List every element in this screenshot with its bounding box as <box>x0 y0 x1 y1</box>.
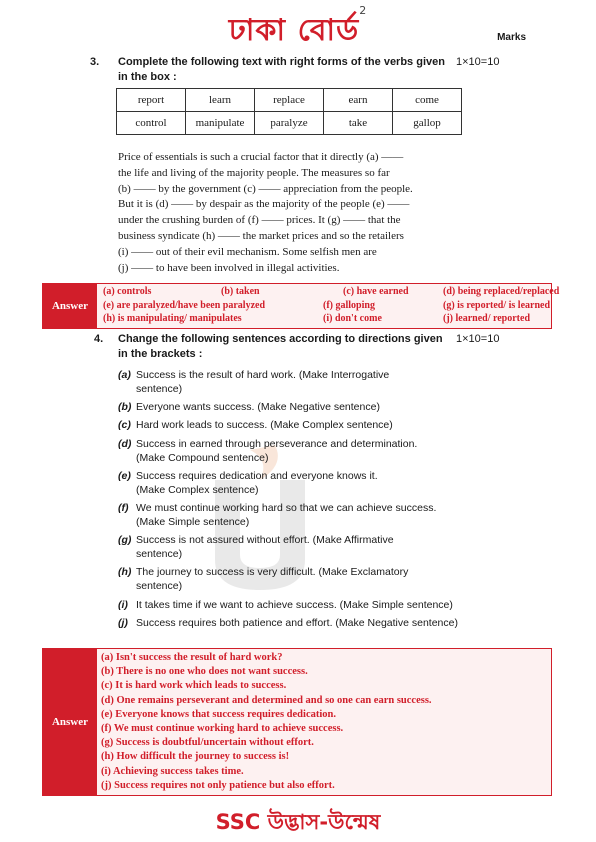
item-label: (j) <box>118 616 128 629</box>
sentence-item <box>118 418 466 432</box>
item-label: (i) <box>118 598 128 611</box>
answer-item: (h) is manipulating/ manipulates <box>103 313 242 324</box>
answer-tag: Answer <box>43 284 97 328</box>
verb-box <box>116 88 462 135</box>
item-text: (Make Complex sentence) <box>136 483 259 496</box>
answer-item: (b) taken <box>221 286 260 297</box>
item-text: Success is the result of hard work. (Make Interrogative <box>136 369 390 381</box>
q4-marks: 1×10=10 <box>456 333 500 345</box>
passage-line: (j) —— to have been involved in illegal activities. <box>118 261 340 274</box>
item-label: (f) <box>118 501 129 514</box>
answer-item: (g) Success is doubtful/uncertain without effort. <box>101 737 314 749</box>
sentence-item <box>118 565 466 593</box>
answer-item: (a) controls <box>103 286 152 297</box>
passage-line: Price of essentials is such a crucial factor that it directly (a) —— <box>118 151 404 163</box>
sentence-item <box>118 501 466 529</box>
sentence-item <box>118 437 466 465</box>
answer-item: (d) being replaced/replaced <box>443 286 560 297</box>
answer-item: (f) We must continue working hard to achieve success. <box>101 723 344 735</box>
board-title-text: ঢাকা বোর্ড <box>228 13 360 48</box>
q3-answer-box <box>42 283 560 329</box>
item-label: (b) <box>118 401 132 414</box>
item-text: Success in earned through perseverance and determination. <box>136 437 418 450</box>
answer-item: (d) One remains perseverant and determined and so one can earn success. <box>101 694 432 706</box>
q3-number: 3. <box>90 56 100 68</box>
item-label: (e) <box>118 469 131 482</box>
answer-item: (c) It is hard work which leads to success. <box>101 680 287 692</box>
item-text: Hard work leads to success. (Make Complex sentence) <box>136 419 393 432</box>
answer-tag: Answer <box>43 649 97 795</box>
item-text: The journey to success is very difficult. (Make Exclamatory <box>136 566 409 579</box>
answer-item: (f) galloping <box>323 299 375 311</box>
verb-cell: earn <box>324 89 393 112</box>
item-text: sentence) <box>136 580 183 593</box>
answer-item: (h) How difficult the journey to success is! <box>101 751 290 763</box>
answer-item: (e) Everyone knows that success requires dedication. <box>101 708 336 720</box>
footer-brand: SSC উদ্ভাস-উন্মেষ <box>215 810 381 834</box>
item-text: Success is not assured without effort. (Make Affirmative <box>136 534 394 547</box>
item-text: sentence) <box>136 548 183 561</box>
marks-label: Marks <box>497 32 526 43</box>
item-label: (a) <box>118 369 131 381</box>
q4-answer-box <box>42 648 552 796</box>
q3-passage <box>118 150 450 276</box>
item-text: sentence) <box>136 383 183 395</box>
sentence-item <box>118 368 466 396</box>
passage-line: under the crushing burden of (f) —— prices. It (g) —— that the <box>118 214 401 227</box>
passage-line: But it is (d) —— by despair as the majority of the people (e) —— <box>118 198 410 211</box>
page-number: 2 <box>359 4 368 17</box>
verb-cell: replace <box>255 89 324 112</box>
passage-line: business syndicate (h) —— the market prices and so the retailers <box>118 229 404 242</box>
verb-cell: control <box>117 112 186 135</box>
sentence-item <box>118 469 466 497</box>
answer-item: (i) don't come <box>323 313 382 324</box>
verb-cell: manipulate <box>186 112 255 135</box>
item-text: Success requires dedication and everyone knows it. <box>136 469 378 482</box>
passage-line: (i) —— out of their evil mechanism. Some selfish men are <box>118 245 377 258</box>
q3-instruction: Complete the following text with right forms of the verbs given in the box : <box>118 56 445 83</box>
verb-cell: gallop <box>393 112 462 135</box>
sentence-item <box>118 598 466 612</box>
q4-sentences <box>118 368 466 634</box>
passage-line: (b) —— by the government (c) —— appreciation from the people. <box>118 182 413 195</box>
sentence-item <box>118 533 466 561</box>
verb-cell: paralyze <box>255 112 324 135</box>
q4-instruction: Change the following sentences according to directions given in the brackets : <box>118 333 443 360</box>
sentence-item <box>118 616 466 630</box>
answer-item: (b) There is no one who does not want success. <box>101 666 308 678</box>
item-label: (c) <box>118 419 131 432</box>
q4-answers <box>101 651 547 793</box>
item-text: (Make Simple sentence) <box>136 515 250 528</box>
verb-cell: take <box>324 112 393 135</box>
q3-marks: 1×10=10 <box>456 56 500 68</box>
verb-cell: come <box>393 89 462 112</box>
q4-number: 4. <box>94 333 104 345</box>
answer-item: (e) are paralyzed/have been paralyzed <box>103 299 266 311</box>
answer-item: (j) learned/ reported <box>443 313 531 324</box>
item-text: It takes time if we want to achieve success. (Make Simple sentence) <box>136 598 453 611</box>
item-label: (h) <box>118 566 132 579</box>
verb-cell: report <box>117 89 186 112</box>
item-label: (d) <box>118 437 132 450</box>
verb-cell: learn <box>186 89 255 112</box>
answer-item: (g) is reported/ is learned <box>443 299 551 311</box>
answer-item: (i) Achieving success takes time. <box>101 765 244 777</box>
item-text: We must continue working hard so that we can achieve success. <box>136 501 437 514</box>
item-text: Everyone wants success. (Make Negative sentence) <box>136 401 380 414</box>
passage-line: the life and living of the majority people. The measures so far <box>118 166 390 179</box>
sentence-item <box>118 400 466 414</box>
answer-item: (c) have earned <box>343 286 409 297</box>
item-label: (g) <box>118 534 132 547</box>
answer-item: (j) Success requires not only patience but also effort. <box>101 779 335 791</box>
answer-item: (a) Isn't success the result of hard work? <box>101 652 283 663</box>
item-text: Success requires both patience and effort. (Make Negative sentence) <box>136 616 458 629</box>
item-text: (Make Compound sentence) <box>136 451 269 464</box>
